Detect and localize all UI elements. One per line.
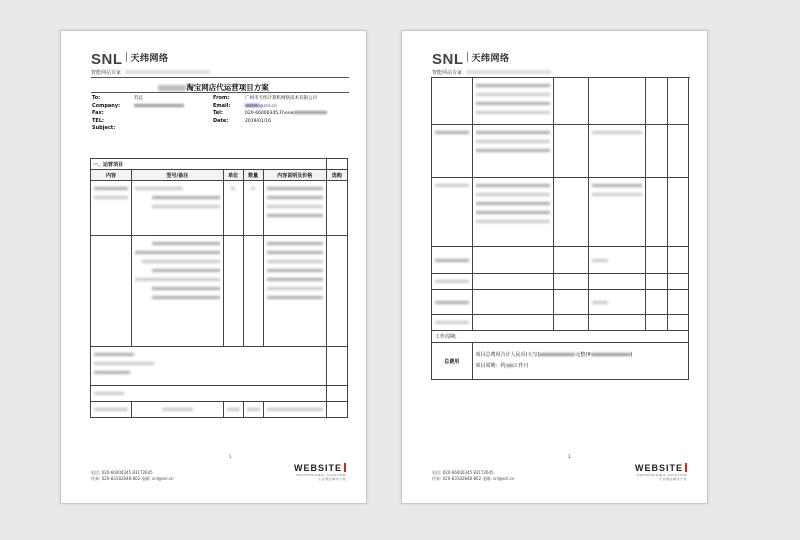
date-label: Date: <box>213 117 229 124</box>
brand-logo: WEBSITE <box>635 463 687 473</box>
brand-logo: WEBSITE <box>294 463 346 473</box>
operations-table-continued <box>431 77 689 380</box>
col-description: 内容说明及价格 <box>263 170 326 181</box>
total-row: 总费用 项目总费用合计人民币(大写) 元整(¥ ) 项目周期：约 工作日 <box>432 343 689 380</box>
snl-logo: SNL $^{天纬网络}$ <box>91 51 169 68</box>
col-unit: 单位 <box>223 170 243 181</box>
footer-fax-email: 传真: 020-83182848-802 电邮: snl@snl.cn <box>91 475 174 481</box>
table-row <box>432 274 689 290</box>
table-row <box>432 247 689 274</box>
table-row <box>432 178 689 247</box>
brand-subtitle: PROFESSIONAL SOLUTION <box>296 473 346 477</box>
website-brand <box>635 463 687 481</box>
tel-label: TEL: <box>92 117 105 124</box>
date-value: 2019/01/16 <box>245 118 271 124</box>
contact-footer <box>432 470 515 481</box>
title-rule <box>91 92 349 93</box>
period-label: 工作周期: <box>432 331 689 343</box>
recipient-block <box>92 95 212 133</box>
col-model: 型号/备注 <box>132 170 224 181</box>
brand-subtitle-cn: 专业网站解决方案 <box>317 477 346 481</box>
table-header-row <box>91 170 348 181</box>
to-label: To: <box>92 95 101 101</box>
page-number: 1 <box>229 454 232 459</box>
table-row <box>432 290 689 315</box>
footer-fax-email: 传真: 020-83182848-802 电邮: snl@snl.cn <box>432 475 515 481</box>
brand-subtitle-cn: 专业网站解决方案 <box>658 477 687 481</box>
website-brand <box>294 463 346 481</box>
table-row <box>432 315 689 331</box>
page-number: 2 <box>568 454 571 459</box>
project-period-suffix: 工作日 <box>513 363 529 369</box>
tagline: 智能网站专家 <box>432 70 463 76</box>
total-amount-suffix: 元整(¥ <box>575 352 591 358</box>
tel-label-2: Tel: <box>213 110 223 117</box>
from-value: 广州市天纬计算机网络技术有限公司 <box>245 96 317 101</box>
header-rule <box>91 77 349 78</box>
document-page-1 <box>60 30 367 504</box>
period-row <box>432 331 689 343</box>
tel-value: 020-66000345,Fhone <box>245 111 294 117</box>
document-page-2 <box>401 30 708 504</box>
operations-table <box>90 158 348 418</box>
table-row <box>432 78 689 125</box>
letterhead <box>432 51 551 76</box>
from-label: From: <box>213 95 230 101</box>
col-select: 选购 <box>326 170 347 181</box>
table-row <box>91 236 348 347</box>
letterhead <box>91 51 210 76</box>
snl-logo: SNL $^{天纬网络}$ <box>432 51 510 68</box>
footer-phone: 电话: 020-66000345 83172645 <box>432 470 494 475</box>
footer-phone: 电话: 020-66000345 83172645 <box>91 470 153 475</box>
total-amount-text: 项目总费用合计人民币(大写) <box>475 352 540 358</box>
table-row <box>91 386 348 402</box>
document-title: 淘宝网店代运营项目方案 <box>186 83 269 92</box>
brand-subtitle: PROFESSIONAL SOLUTION <box>637 473 687 477</box>
project-period-text: 项目周期：约 <box>475 363 506 369</box>
col-content: 内容 <box>91 170 132 181</box>
table-row <box>91 181 348 236</box>
contact-footer <box>91 470 174 481</box>
email-label: Email: <box>213 102 231 109</box>
col-qty: 数量 <box>243 170 263 181</box>
subject-label: Subject: <box>92 125 116 132</box>
table-row <box>91 347 348 386</box>
tagline: 智能网站专家 <box>91 70 122 76</box>
table-row <box>432 125 689 178</box>
sender-block <box>213 95 353 125</box>
fax-label: Fax: <box>92 110 104 117</box>
section-title: 一、运营项目 <box>91 159 327 170</box>
total-label: 总费用 <box>432 343 473 380</box>
company-label: Company: <box>92 102 121 109</box>
table-row <box>91 402 348 418</box>
to-value: 苏总 <box>134 96 143 101</box>
email-value: @snl.cn <box>259 103 277 109</box>
